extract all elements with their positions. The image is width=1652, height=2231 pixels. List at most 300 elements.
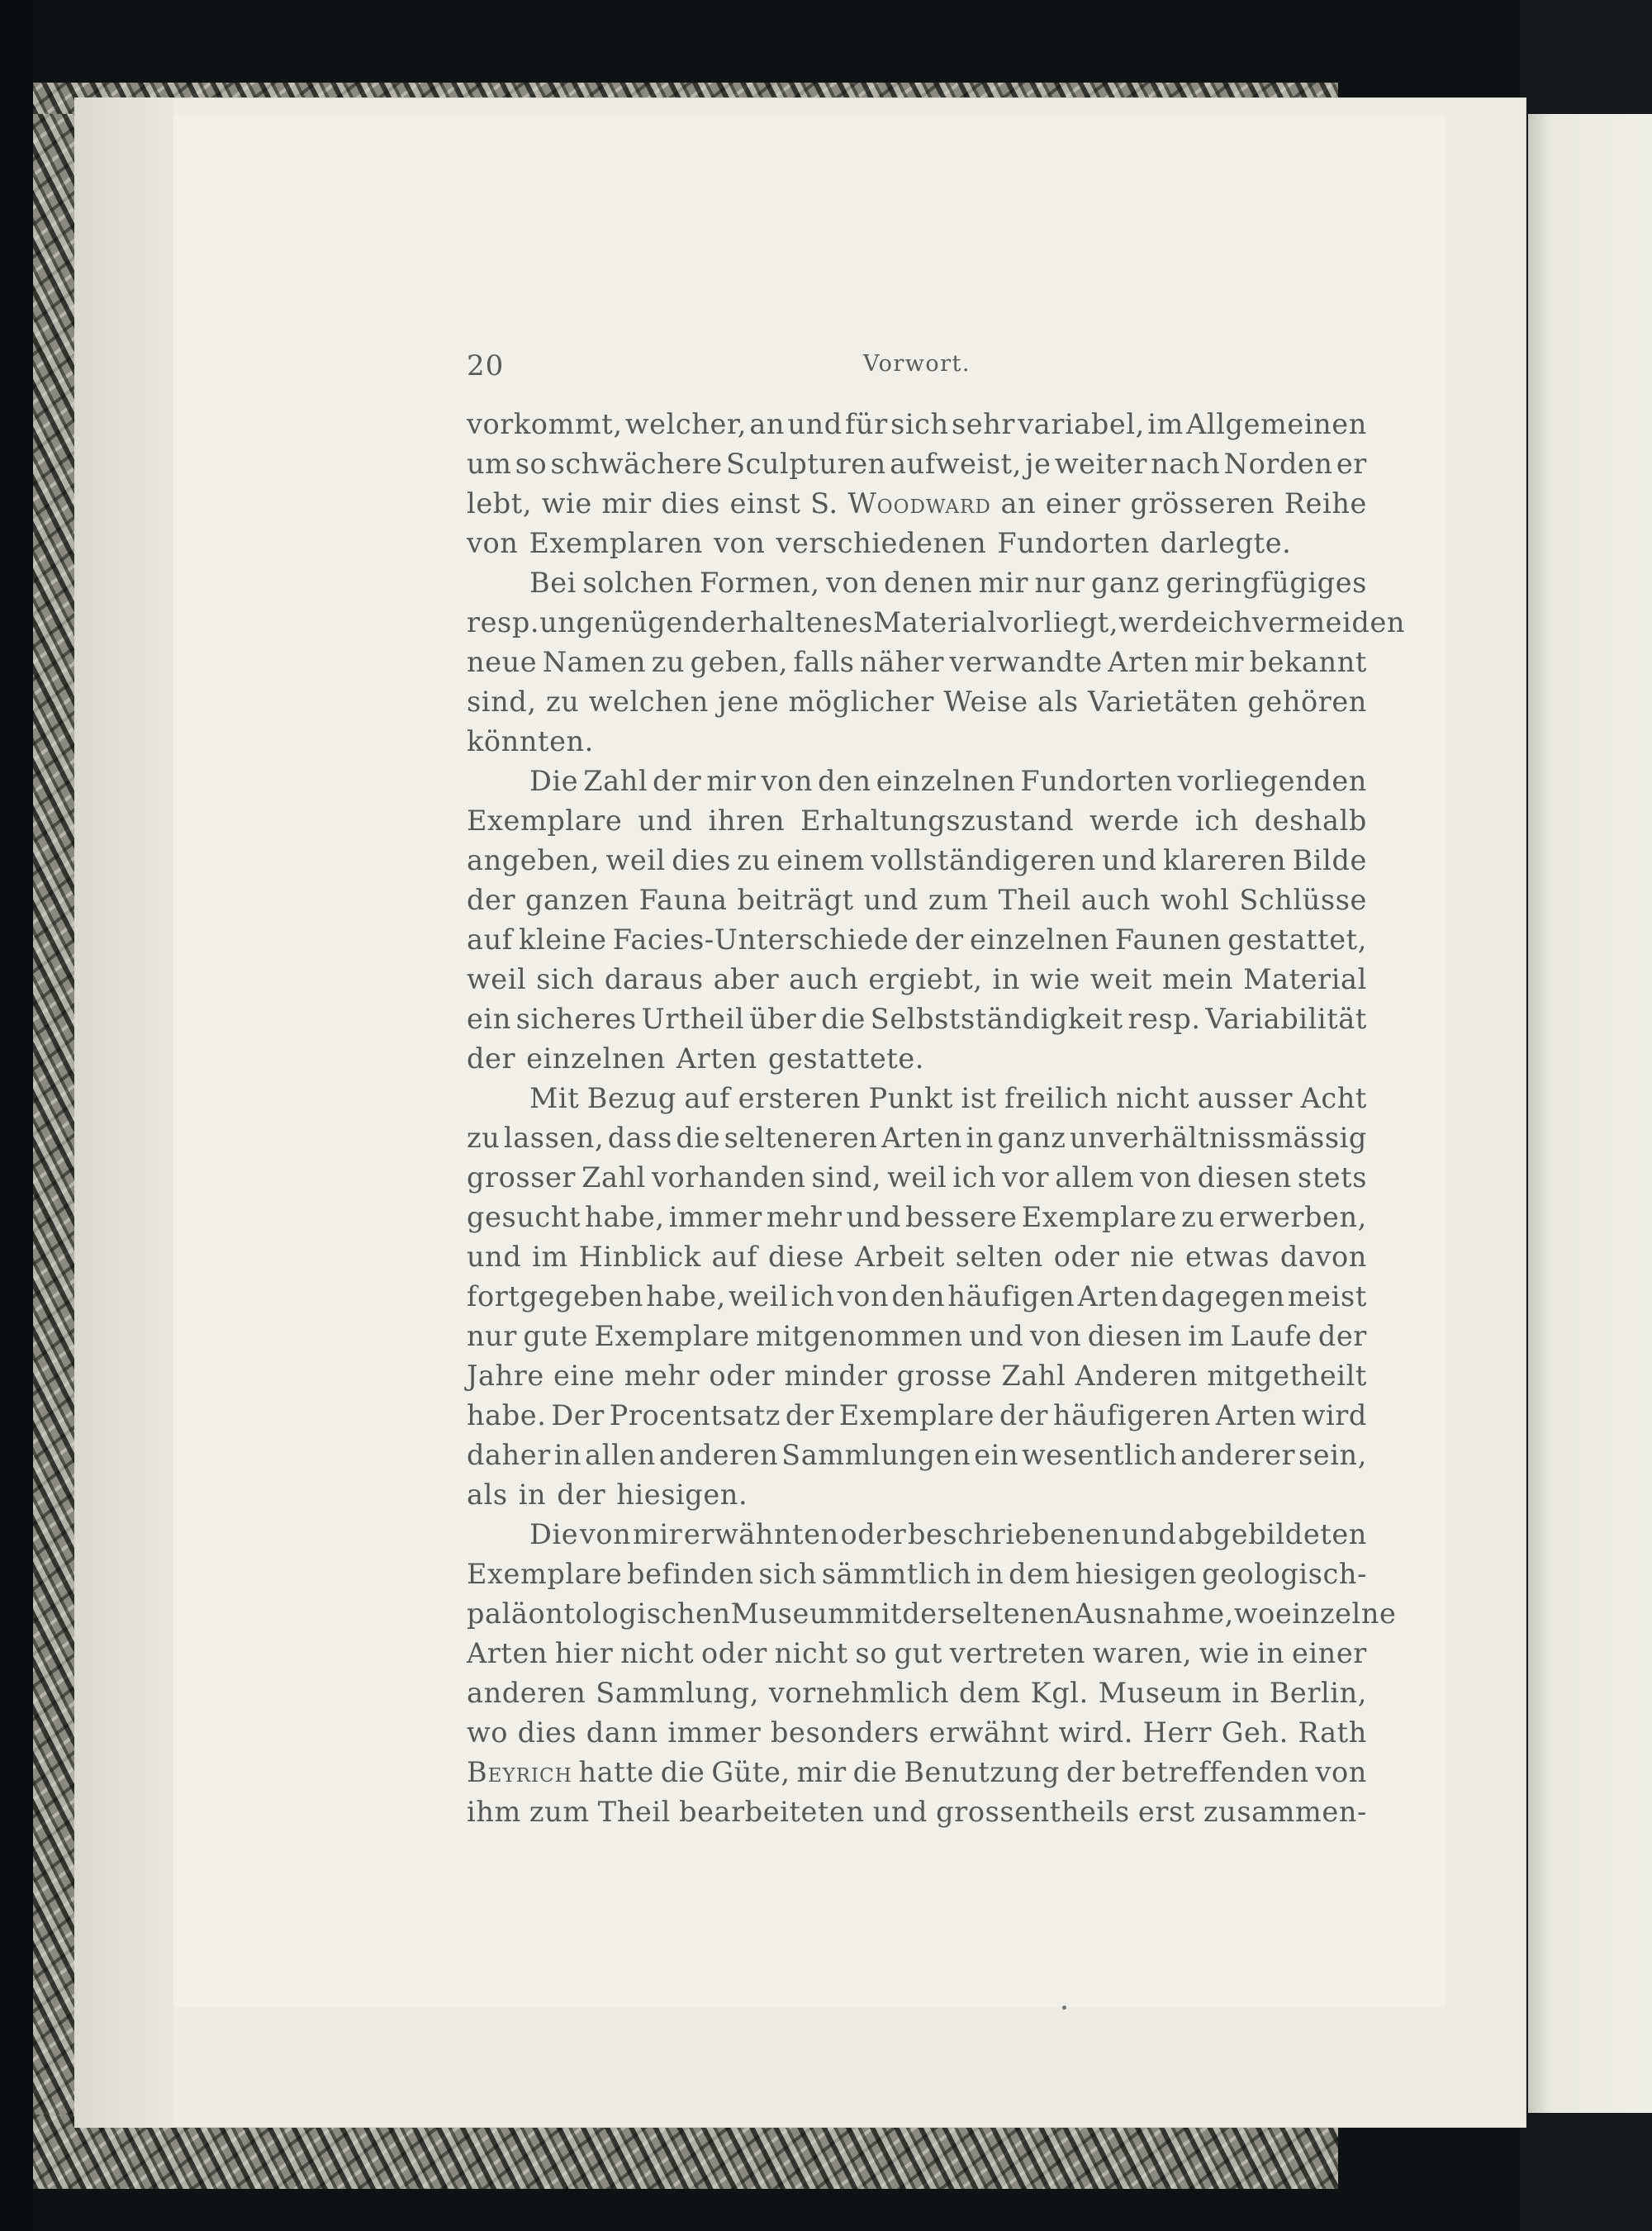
word: geringfügiges (1165, 567, 1367, 599)
word: der (902, 1597, 952, 1630)
word: sich (758, 1558, 818, 1590)
word: mitgetheilt (1207, 1360, 1367, 1392)
word: nur (1034, 567, 1085, 599)
word: wird. (1058, 1716, 1134, 1749)
word: mit (854, 1597, 903, 1630)
word: könnten. (467, 725, 594, 757)
word: resp. (1127, 1003, 1201, 1035)
word: den (891, 1280, 946, 1312)
word: erwähnt (928, 1716, 1049, 1749)
word: der (653, 765, 702, 797)
word: Arten (881, 1122, 963, 1154)
word: erst (1137, 1796, 1195, 1828)
word: Geh. (1221, 1716, 1289, 1749)
word: Allgemeinen (1186, 408, 1367, 440)
word: weil (605, 844, 666, 876)
word: gestattete. (767, 1042, 925, 1075)
word: habe, (585, 1201, 665, 1233)
word: und (969, 1320, 1024, 1352)
word: ergiebt, (868, 963, 983, 995)
page-header (467, 349, 1367, 391)
word: mehr (624, 1360, 700, 1392)
word: sehr (952, 408, 1016, 440)
word: und (1102, 844, 1157, 876)
word: mitgenommen (756, 1320, 963, 1352)
word: weil (887, 1161, 947, 1194)
word: darlegte. (1160, 527, 1292, 559)
text-line (467, 1753, 1367, 1792)
text-line (467, 1039, 1367, 1079)
word: ganz (1091, 567, 1161, 599)
text-line (467, 603, 1406, 643)
word: sicheres (515, 1003, 637, 1035)
word: so (855, 1637, 887, 1669)
word: Museum (1098, 1677, 1222, 1709)
word: Güte, (711, 1756, 790, 1788)
word: den (818, 765, 871, 797)
word: dies (672, 844, 731, 876)
word: der (1317, 1320, 1367, 1352)
text-line (467, 444, 1367, 484)
next-page-edge (1528, 114, 1652, 2113)
word: anderen (658, 1439, 779, 1471)
word: waren, (1092, 1637, 1193, 1669)
text-line (467, 920, 1367, 960)
word: Hinblick (578, 1241, 701, 1273)
word: zum (529, 1796, 590, 1828)
word: daher (467, 1439, 551, 1471)
word: in (553, 1439, 582, 1471)
word: nur (467, 1320, 517, 1352)
word: der (785, 1399, 834, 1431)
word: daraus (604, 963, 704, 995)
word: je (1025, 448, 1051, 480)
word: weil (729, 1280, 789, 1312)
word: Herr (1142, 1716, 1213, 1749)
word: nie (1130, 1241, 1175, 1273)
word: klareren (1163, 844, 1287, 876)
word: zum (928, 884, 989, 916)
word: an (1000, 487, 1037, 520)
word: Theil (998, 884, 1071, 916)
text-line (467, 999, 1367, 1039)
text-line (467, 1317, 1367, 1356)
word: vor (1002, 1161, 1050, 1194)
word: von (1140, 1161, 1192, 1194)
word: einst (729, 487, 801, 520)
word: stets (1297, 1161, 1367, 1194)
word: Erhaltungszustand (800, 805, 1075, 837)
word: geologisch- (1202, 1558, 1367, 1590)
word: in (1232, 1677, 1260, 1709)
text-line (467, 484, 1367, 524)
word: ihren (708, 805, 786, 837)
word: anderer (1180, 1439, 1296, 1471)
word: ein (974, 1439, 1019, 1471)
word: zu (737, 844, 771, 876)
word: selteneren (724, 1122, 878, 1154)
word: geben, (690, 646, 789, 678)
word: Laufe (1230, 1320, 1313, 1352)
text-line (467, 1475, 1367, 1515)
word: bekannt (1249, 646, 1367, 678)
word: Urtheil (641, 1003, 745, 1035)
word: Arbeit (854, 1241, 946, 1273)
word: diese (768, 1241, 845, 1273)
word: nicht (774, 1637, 848, 1669)
word: hiesigen. (616, 1479, 748, 1511)
word: die (852, 1756, 898, 1788)
word: die (821, 1003, 866, 1035)
word: Variabilität (1205, 1003, 1367, 1035)
text-line (467, 1118, 1367, 1158)
word: einer (1291, 1637, 1367, 1669)
word: solchen (582, 567, 694, 599)
word: dies (517, 1716, 577, 1749)
word: für (845, 408, 888, 440)
word: weit (1089, 963, 1152, 995)
text-line (467, 1713, 1367, 1753)
word: variabel, (1018, 408, 1145, 440)
word: nach (1151, 448, 1221, 480)
text-line (467, 1634, 1367, 1673)
word: allem (1055, 1161, 1135, 1194)
word: kleine (518, 923, 607, 956)
word: einzelnen (969, 923, 1109, 956)
word: Bilde (1292, 844, 1367, 876)
word: immer (668, 1201, 762, 1233)
word: Sammlungen (781, 1439, 971, 1471)
word: Faunen (1114, 923, 1222, 956)
author-name-small-caps: Beyrich (467, 1756, 572, 1788)
word: ich (1208, 606, 1252, 638)
word: Die (529, 765, 579, 797)
word: dies (661, 487, 720, 520)
binding-shadow (0, 0, 33, 2231)
word: erwähnten (683, 1518, 839, 1550)
word: der (1066, 1756, 1115, 1788)
word: gestattet, (1227, 923, 1367, 956)
text-line (467, 801, 1367, 841)
word: wie (541, 487, 592, 520)
word: mir (601, 487, 652, 520)
word: vertreten (949, 1637, 1086, 1669)
word: lassen, (503, 1122, 605, 1154)
word: näher (860, 646, 945, 678)
word: möglicher (788, 686, 935, 718)
word: häufigen (947, 1280, 1075, 1312)
word: Fundorten (1020, 765, 1173, 797)
word: werde (1089, 805, 1180, 837)
word: weiter (1054, 448, 1147, 480)
word: und (787, 408, 843, 440)
word: einzelnen (526, 1042, 666, 1075)
word: von (1315, 1756, 1367, 1788)
word: habe, (646, 1280, 726, 1312)
text-line (467, 643, 1367, 682)
word: als (1037, 686, 1079, 718)
word: Selbstständigkeit (870, 1003, 1123, 1035)
word: hier (554, 1637, 614, 1669)
word: auch (1080, 884, 1151, 916)
word: Kgl. (1030, 1677, 1089, 1709)
word: beiträgt (737, 884, 854, 916)
word: Museum (730, 1597, 855, 1630)
word: Bezug (586, 1082, 676, 1114)
word: dem (958, 1677, 1021, 1709)
word: in (1256, 1637, 1285, 1669)
word: Facies-Unterschiede (612, 923, 909, 956)
page-number: 20 (467, 349, 505, 382)
word: Rath (1298, 1716, 1367, 1749)
word: deshalb (1254, 805, 1367, 837)
word: verwandte (949, 646, 1103, 678)
word: in (518, 1479, 547, 1511)
word: der (914, 923, 964, 956)
word: resp. (467, 606, 540, 638)
word: Bei (529, 567, 577, 599)
text-line (467, 682, 1367, 722)
word: Fauna (638, 884, 728, 916)
word: habe. (467, 1399, 547, 1431)
word: gehören (1247, 686, 1367, 718)
word: sind, (811, 1161, 882, 1194)
word: und (872, 1796, 928, 1828)
word: sich (890, 408, 949, 440)
word: Material (872, 606, 997, 638)
word: grossentheils (936, 1796, 1130, 1828)
word: Zahl (583, 765, 648, 797)
word: vermeiden (1251, 606, 1406, 638)
word: abgebildeten (1178, 1518, 1367, 1550)
word: so (515, 448, 548, 480)
word: dass (607, 1122, 672, 1154)
word: unverhältnissmässig (1069, 1122, 1367, 1154)
word: Reihe (1284, 487, 1367, 520)
word: schwächere (550, 448, 723, 480)
word: dann (586, 1716, 658, 1749)
word: gut (894, 1637, 943, 1669)
word: Arten (1108, 646, 1189, 678)
word: von (826, 567, 878, 599)
word: bessere (905, 1201, 1018, 1233)
word: Namen (542, 646, 647, 678)
word: weil (467, 963, 527, 995)
word: Norden (1223, 448, 1333, 480)
word: ihm (467, 1796, 521, 1828)
text-line (467, 841, 1367, 881)
word: Arten (1215, 1399, 1297, 1431)
word: selten (955, 1241, 1043, 1273)
word: angeben, (467, 844, 601, 876)
word: grösseren (1130, 487, 1275, 520)
word: Anderen (1075, 1360, 1199, 1392)
word: auf (711, 1241, 758, 1273)
word: oder (709, 1360, 776, 1392)
word: Theil (597, 1796, 671, 1828)
word: immer (667, 1716, 762, 1749)
word: ich (1194, 805, 1239, 837)
text-line (467, 960, 1367, 999)
text-line (467, 563, 1367, 603)
word: Der (551, 1399, 605, 1431)
word: ausser (1197, 1082, 1294, 1114)
word: gesucht (467, 1201, 582, 1233)
word: im (532, 1241, 568, 1273)
word: von (579, 1518, 632, 1550)
word: wo (467, 1716, 509, 1749)
word: Acht (1300, 1082, 1367, 1114)
word: Exemplare (1021, 1201, 1178, 1233)
word: jene (718, 686, 780, 718)
text-line (467, 1515, 1367, 1555)
word: allen (585, 1439, 656, 1471)
word: ich (952, 1161, 997, 1194)
word: seltenen (951, 1597, 1075, 1630)
word: ersteren (738, 1082, 862, 1114)
author-name-small-caps: Woodward (847, 487, 991, 520)
word: auf (467, 923, 513, 956)
word: Benutzung (904, 1756, 1060, 1788)
text-line (467, 1594, 1397, 1634)
word: vorliegt, (996, 606, 1119, 638)
word: in (992, 963, 1021, 995)
word: ungenügend (539, 606, 719, 638)
word: minder (784, 1360, 888, 1392)
word: ich (790, 1280, 835, 1312)
word: vorkommt, (467, 408, 623, 440)
word: sich (536, 963, 595, 995)
word: welchen (588, 686, 709, 718)
word: dagegen (1161, 1280, 1285, 1312)
word: wo (1233, 1597, 1275, 1630)
word: Schlüsse (1239, 884, 1367, 916)
word: von (761, 765, 814, 797)
word: etwas (1184, 1241, 1270, 1273)
word: Fundorten (997, 527, 1150, 559)
word: über (749, 1003, 817, 1035)
word: Exemplare (594, 1320, 750, 1352)
word: mir (978, 567, 1029, 599)
word: einzelne (1275, 1597, 1397, 1630)
word: Arten (676, 1042, 757, 1075)
word: die (660, 1756, 705, 1788)
word: auf (684, 1082, 731, 1114)
word: erhaltenes (719, 606, 873, 638)
word: und (1122, 1518, 1177, 1550)
body-text (467, 405, 1406, 1832)
word: gute (523, 1320, 589, 1352)
text-line (467, 1396, 1367, 1436)
word: freilich (1004, 1082, 1108, 1114)
word: um (467, 448, 512, 480)
text-line (467, 881, 1367, 920)
word: Arten (467, 1637, 548, 1669)
text-line (467, 1277, 1367, 1317)
page-gutter (74, 97, 173, 2128)
word: Sculpturen (725, 448, 886, 480)
word: zusammen- (1203, 1796, 1367, 1828)
word: Formen, (699, 567, 820, 599)
word: meist (1287, 1280, 1367, 1312)
word: wesentlich (1022, 1439, 1178, 1471)
text-line (467, 1237, 1367, 1277)
word: Exemplare (467, 1558, 623, 1590)
word: oder (1053, 1241, 1120, 1273)
word: und (863, 884, 919, 916)
text-line (467, 1792, 1367, 1832)
word: aufweist, (890, 448, 1022, 480)
word: auch (789, 963, 859, 995)
word: vorliegenden (1177, 765, 1367, 797)
word: diesen (1197, 1161, 1292, 1194)
word: betreffenden (1121, 1756, 1309, 1788)
word: von (837, 1280, 890, 1312)
word: verschiedenen (776, 527, 987, 559)
word: von (713, 527, 766, 559)
word: in (966, 1122, 994, 1154)
word: anderen (467, 1677, 586, 1709)
word: lebt, (467, 487, 533, 520)
word: einer (1045, 487, 1121, 520)
word: im (1147, 408, 1184, 440)
text-line (467, 1356, 1367, 1396)
word: die (676, 1122, 721, 1154)
word: der (467, 884, 516, 916)
word: Zahl (1001, 1360, 1066, 1392)
word: ist (961, 1082, 997, 1114)
word: zu (467, 1122, 501, 1154)
word: der (467, 1042, 516, 1075)
word: grosser (467, 1161, 577, 1194)
word: der (557, 1479, 606, 1511)
word: eine (553, 1360, 615, 1392)
word: mein (1161, 963, 1234, 995)
word: er (1336, 448, 1367, 480)
word: und (638, 805, 693, 837)
word: von (1029, 1320, 1082, 1352)
text-line (467, 524, 1367, 563)
word: im (1188, 1320, 1224, 1352)
printing-speck (1062, 2006, 1066, 2010)
word: Weise (943, 686, 1028, 718)
word: nicht (1116, 1082, 1190, 1114)
word: Varietäten (1088, 686, 1238, 718)
word: sämmtlich (821, 1558, 972, 1590)
word: mir (1194, 646, 1245, 678)
word: nicht (620, 1637, 695, 1669)
word: vorhanden (652, 1161, 806, 1194)
word: vollständigeren (871, 844, 1096, 876)
word: paläontologischen (467, 1597, 731, 1630)
word: und (467, 1241, 522, 1273)
text-line (467, 1436, 1367, 1475)
word: denen (884, 567, 973, 599)
word: Mit (529, 1082, 580, 1114)
word: mehr (766, 1201, 843, 1233)
word: ganzen (525, 884, 629, 916)
word: sind, (467, 686, 537, 718)
word: Punkt (868, 1082, 954, 1114)
word: falls (793, 646, 855, 678)
word: von (467, 527, 519, 559)
text-line (467, 762, 1367, 801)
word: erwerben, (1218, 1201, 1367, 1233)
word: mir (632, 1518, 683, 1550)
word: sein, (1298, 1439, 1367, 1471)
text-line (467, 1555, 1367, 1594)
word: beschriebenen (907, 1518, 1121, 1550)
